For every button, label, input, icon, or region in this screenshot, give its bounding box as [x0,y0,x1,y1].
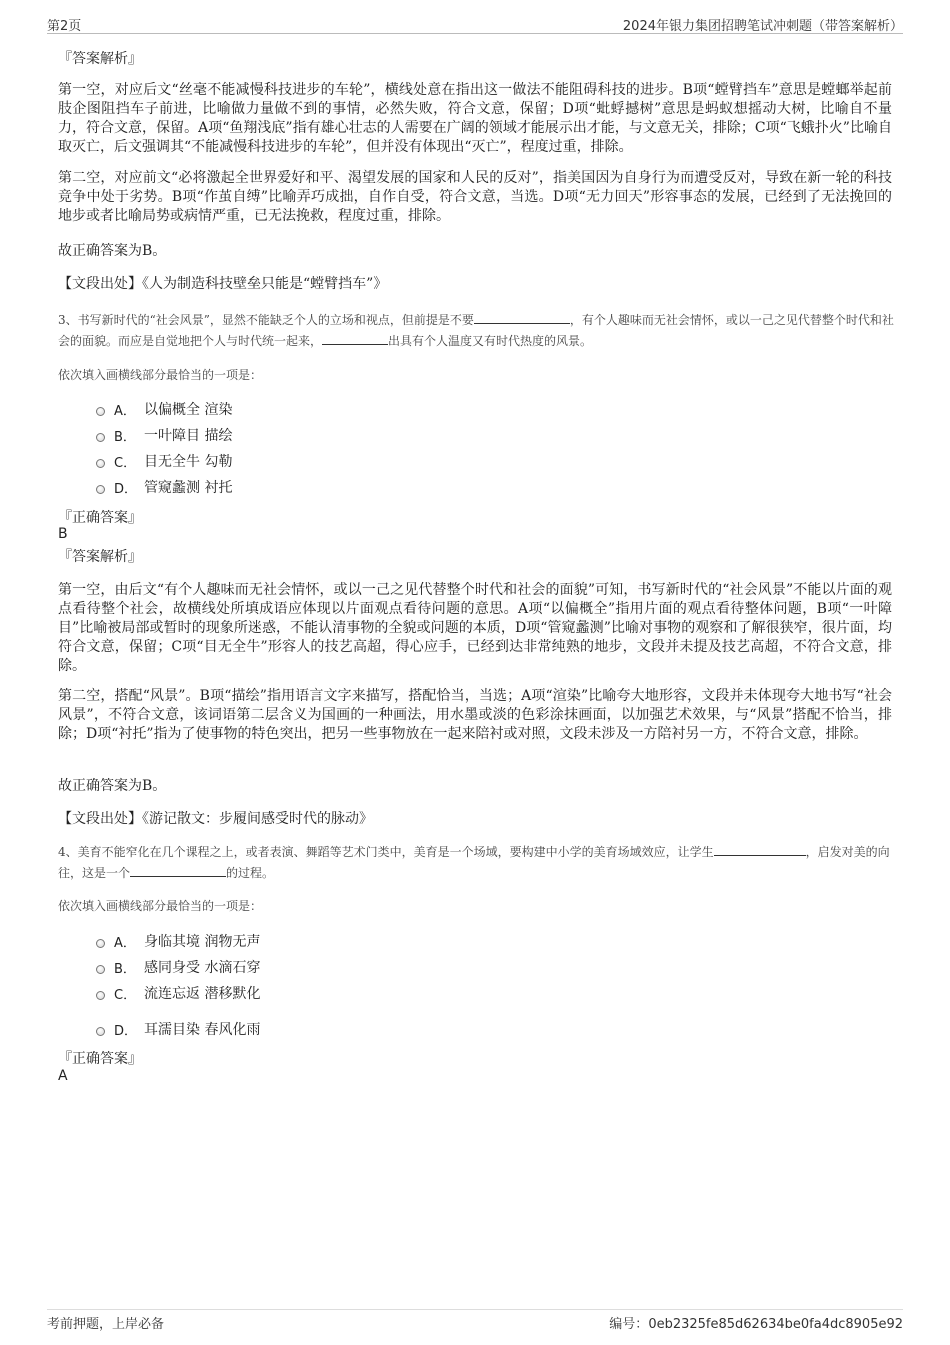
q3-instruction: 依次填入画横线部分最恰当的一项是： [58,368,263,382]
q4-text-part-2: ，启发对美的向往，这是一个 [58,845,890,880]
serial-number: 0eb2325fe85d62634be0fa4dc8905e92 [648,1317,903,1332]
option-letter: B． [114,961,136,977]
serial-label: 编号： [609,1317,649,1332]
radio-icon[interactable] [96,407,105,416]
q3-question-text [58,310,900,352]
q3-analysis-paragraph-1: 第一空，由后文“有个人趣味而无社会情怀，或以一己之见代替整个时代和社会的面貌”可知，书写新时代的“社会风景”不能以片面的观点看待整个社会，故横线处所填成语应体现以片面观点看待问题的意思。A项“以偏概全”指用片面的观点看待整体问题，B项“一叶障目”比喻被局部或暂时的现象所迷惑，不能认清事物的全貌或问题的本质，D项“管窥蠡测”比喻对事物的观察和了解很狭窄，很片面，均符合文意，保留；C项“目无全牛”形容人的技艺高超，得心应手，已经到达非常纯熟的地步，文段并未提及技艺高超，不符合文意，排除。 [58,582,892,674]
q4-option-b[interactable] [96,957,260,977]
q4-option-c[interactable] [96,983,260,1003]
q3-option-d[interactable] [96,477,232,497]
option-letter: B． [114,429,136,445]
q3-text-part-1: 3、书写新时代的“社会风景”，显然不能缺乏个人的立场和视点，但前提是不要 [58,313,474,327]
q3-conclusion: 故正确答案为B。 [58,778,167,794]
q4-answer-label: 『正确答案』 [58,1051,142,1067]
option-text: 流连忘返 潜移默化 [144,986,261,1002]
radio-icon[interactable] [96,459,105,468]
q4-option-d[interactable] [96,1019,260,1039]
q3-text-part-2: ，有个人趣味而无社会情怀，或以一己之见代替整个时代和社会的面貌。而应是自觉地把个人与时代统一起来， [58,313,894,348]
radio-icon[interactable] [96,1027,105,1036]
q4-blank-2 [130,863,226,877]
option-text: 耳濡目染 春风化雨 [144,1022,261,1038]
q4-text-part-3: 的过程。 [226,866,275,880]
q3-text-part-3: 出具有个人温度又有时代热度的风景。 [388,334,593,348]
radio-icon[interactable] [96,939,105,948]
option-text: 感同身受 水滴石穿 [144,960,261,976]
option-text: 目无全牛 勾勒 [144,454,233,470]
q3-analysis-paragraph-2: 第二空，搭配“风景”。B项“描绘”指用语言文字来描写，搭配恰当，当选；A项“渲染”比喻夸大地形容，文段并未体现夸大地书写“社会风景”，不符合文意，该词语第二层含义为国画的一种画法，用水墨或淡的色彩涂抹画面，以加强艺术效果，与“风景”搭配不恰当，排除；D项“衬托”指为了使事物的特色突出，把另一些事物放在一起来陪衬或对照，文段未涉及一方陪衬另一方，不符合文意，排除。 [58,688,892,742]
radio-icon[interactable] [96,433,105,442]
radio-icon[interactable] [96,991,105,1000]
q3-analysis-label: 『答案解析』 [58,549,142,565]
header-divider [47,33,903,34]
option-text: 管窥蠡测 衬托 [144,480,233,496]
q2-analysis-label: 『答案解析』 [58,51,142,67]
q2-conclusion: 故正确答案为B。 [58,243,167,259]
q4-instruction: 依次填入画横线部分最恰当的一项是： [58,899,263,913]
q3-option-a[interactable] [96,399,232,419]
option-text: 一叶障目 描绘 [144,428,233,444]
radio-icon[interactable] [96,965,105,974]
q4-answer-value: A [58,1068,68,1084]
option-letter: A． [114,935,136,951]
document-title: 2024年银力集团招聘笔试冲刺题（带答案解析） [622,19,903,34]
option-text: 身临其境 润物无声 [144,934,261,950]
footer-serial [609,1313,903,1332]
q2-source: 【文段出处】《人为制造科技壁垒只能是“螳臂挡车”》 [58,276,388,292]
q3-source: 【文段出处】《游记散文：步履间感受时代的脉动》 [58,811,373,827]
q3-answer-value: B [58,526,68,542]
q3-blank-2 [322,331,388,345]
q4-blank-1 [714,842,806,856]
option-letter: D． [114,1023,138,1039]
q3-option-b[interactable] [96,425,232,445]
radio-icon[interactable] [96,485,105,494]
q2-analysis-paragraph-2: 第二空，对应前文“必将激起全世界爱好和平、渴望发展的国家和人民的反对”，指美国因为自身行为而遭受反对，导致在新一轮的科技竞争中处于劣势。B项“作茧自缚”比喻弄巧成拙，自作自受，符合文意，当选。D项“无力回天”形容事态的发展，已经到了无法挽回的地步或者比喻局势或病情严重，已无法挽救，程度过重，排除。 [58,170,892,224]
option-letter: D． [114,481,138,497]
option-letter: C． [114,987,137,1003]
option-letter: C． [114,455,137,471]
q3-answer-label: 『正确答案』 [58,510,142,526]
q4-option-a[interactable] [96,931,260,951]
option-text: 以偏概全 渲染 [144,402,233,418]
page-number: 第2页 [47,19,82,34]
q4-question-text [58,842,900,884]
option-letter: A． [114,403,136,419]
footer-slogan: 考前押题，上岸必备 [47,1317,165,1332]
q3-option-c[interactable] [96,451,232,471]
q2-analysis-paragraph-1: 第一空，对应后文“丝毫不能减慢科技进步的车轮”，横线处意在指出这一做法不能阻碍科技的进步。B项“螳臂挡车”意思是螳螂举起前肢企图阻挡车子前进，比喻做力量做不到的事情，必然失败，符合文意，保留；D项“蚍蜉撼树”意思是蚂蚁想摇动大树，比喻自不量力，符合文意，保留。A项“鱼翔浅底”指有雄心壮志的人需要在广阔的领域才能展示出才能，与文意无关，排除；C项“飞蛾扑火”比喻自取灭亡，后文强调其“不能减慢科技进步的车轮”，但并没有体现出“灭亡”，程度过重，排除。 [58,82,892,155]
q3-blank-1 [474,310,570,324]
q4-text-part-1: 4、美育不能窄化在几个课程之上，或者表演、舞蹈等艺术门类中，美育是一个场域，要构建中小学的美育场域效应，让学生 [58,845,714,859]
footer-divider [47,1309,903,1310]
